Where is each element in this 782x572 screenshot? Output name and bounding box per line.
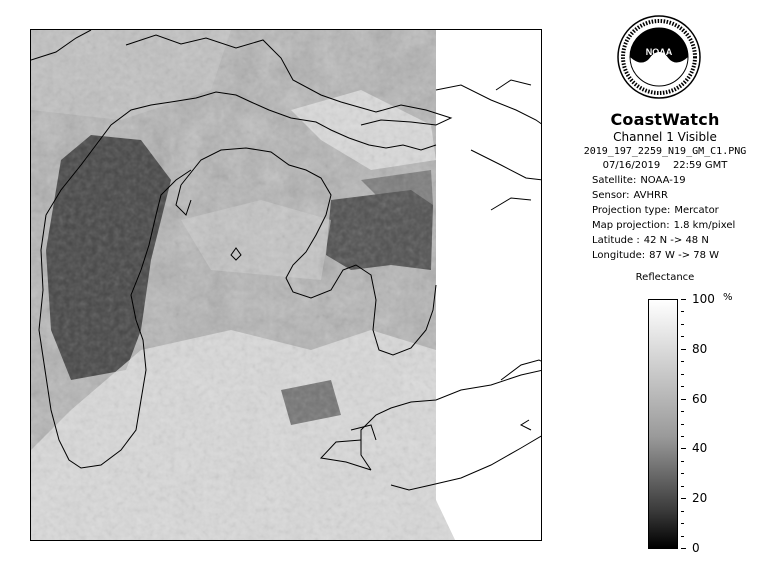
sensor-line: Sensor: AVHRR bbox=[592, 190, 668, 201]
legend-title: Reflectance bbox=[635, 272, 695, 283]
satellite-map[interactable] bbox=[30, 29, 542, 541]
colorbar-minor-tick bbox=[681, 336, 684, 337]
channel-label: Channel 1 Visible bbox=[613, 130, 717, 144]
colorbar-minor-tick bbox=[681, 473, 684, 474]
legend-unit: % bbox=[723, 292, 733, 303]
colorbar-minor-tick bbox=[681, 361, 684, 362]
imagery bbox=[31, 30, 542, 541]
map-projection-line: Map projection: 1.8 km/pixel bbox=[592, 220, 736, 231]
date: 07/16/2019 bbox=[602, 160, 661, 171]
timestamp bbox=[560, 160, 770, 171]
colorbar-minor-tick bbox=[681, 424, 684, 425]
colorbar-tick-label: 60 bbox=[692, 392, 708, 406]
time: 22:59 GMT bbox=[672, 160, 728, 171]
logo-text: NOAA bbox=[645, 47, 673, 57]
colorbar-minor-tick bbox=[681, 511, 684, 512]
colorbar-tick-label: 0 bbox=[692, 541, 700, 555]
reflectance-colorbar bbox=[648, 299, 678, 549]
colorbar-minor-tick bbox=[681, 324, 684, 325]
projection-type-line: Projection type: Mercator bbox=[592, 205, 719, 216]
colorbar-tick bbox=[681, 448, 686, 449]
colorbar-tick-label: 20 bbox=[692, 491, 708, 505]
colorbar-minor-tick bbox=[681, 523, 684, 524]
colorbar-minor-tick bbox=[681, 486, 684, 487]
colorbar-tick bbox=[681, 299, 686, 300]
colorbar-tick-label: 40 bbox=[692, 441, 708, 455]
colorbar-tick bbox=[681, 498, 686, 499]
colorbar-minor-tick bbox=[681, 461, 684, 462]
colorbar-minor-tick bbox=[681, 536, 684, 537]
colorbar-minor-tick bbox=[681, 411, 684, 412]
latitude-line: Latitude : 42 N -> 48 N bbox=[592, 235, 709, 246]
colorbar-minor-tick bbox=[681, 311, 684, 312]
colorbar-minor-tick bbox=[681, 386, 684, 387]
colorbar-minor-tick bbox=[681, 374, 684, 375]
longitude-line: Longitude: 87 W -> 78 W bbox=[592, 250, 720, 261]
colorbar-tick-label: 100 bbox=[692, 292, 715, 306]
colorbar-tick bbox=[681, 349, 686, 350]
colorbar-tick bbox=[681, 548, 686, 549]
satellite-image bbox=[31, 30, 542, 541]
metadata-panel bbox=[560, 110, 770, 261]
colorbar-tick bbox=[681, 399, 686, 400]
noaa-logo bbox=[617, 15, 701, 99]
colorbar-tick-label: 80 bbox=[692, 342, 708, 356]
satellite-line: Satellite: NOAA-19 bbox=[592, 175, 686, 186]
brand-title: CoastWatch bbox=[610, 110, 720, 129]
colorbar-minor-tick bbox=[681, 436, 684, 437]
no-data-region bbox=[436, 30, 542, 541]
filename: 2019_197_2259_N19_GM_C1.PNG bbox=[583, 146, 747, 157]
